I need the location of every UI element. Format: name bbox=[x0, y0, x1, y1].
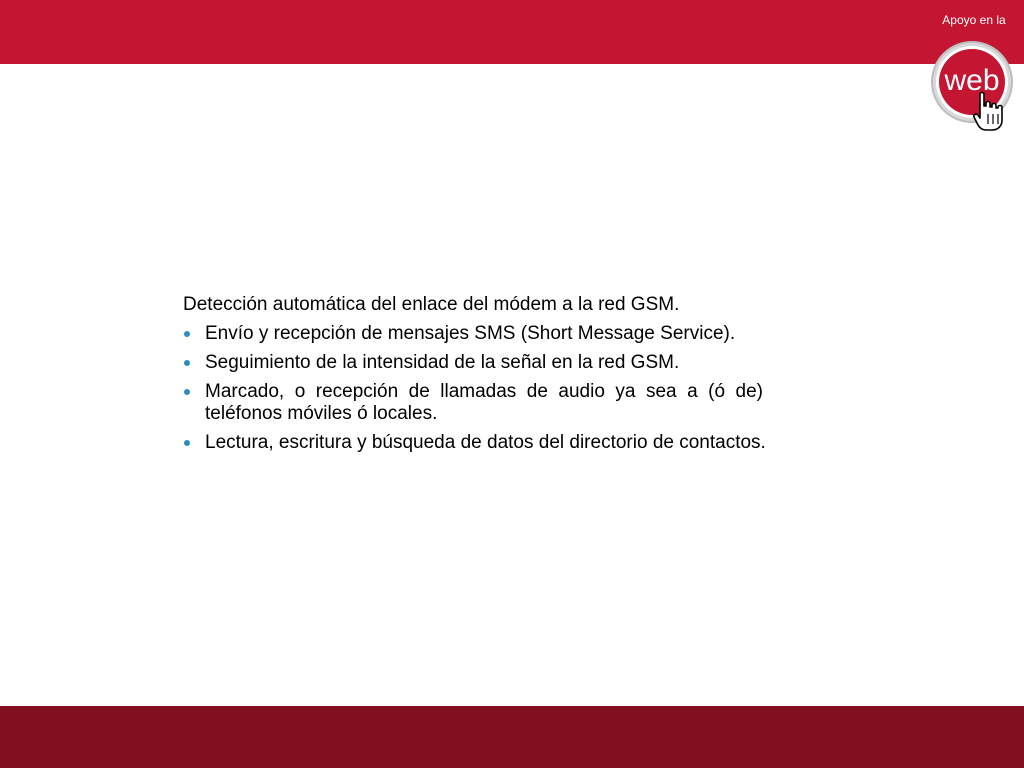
list-item-text: Seguimiento de la intensidad de la señal en la red GSM. bbox=[205, 352, 680, 373]
svg-text:web: web bbox=[944, 64, 1000, 97]
list-item bbox=[183, 352, 850, 374]
bullet-icon bbox=[184, 389, 190, 395]
list-item bbox=[183, 381, 763, 425]
bullet-icon bbox=[184, 440, 190, 446]
list-item-text: Marcado, o recepción de llamadas de audio ya sea a (ó de) teléfonos móviles ó locales. bbox=[205, 381, 763, 424]
list-item-text: Lectura, escritura y búsqueda de datos del directorio de contactos. bbox=[205, 432, 766, 453]
header-bar bbox=[0, 0, 1024, 64]
list-item bbox=[183, 323, 850, 345]
web-cursor-icon bbox=[928, 8, 1020, 138]
list-item-text: Envío y recepción de mensajes SMS (Short Message Service). bbox=[205, 323, 736, 344]
bullet-icon bbox=[184, 360, 190, 366]
footer-bar bbox=[0, 706, 1024, 768]
logo-caption: Apoyo en la bbox=[942, 13, 1006, 27]
list-item bbox=[183, 432, 850, 454]
bullet-icon bbox=[184, 331, 190, 337]
feature-list bbox=[183, 323, 850, 454]
apoyo-web-logo bbox=[928, 8, 1020, 138]
lead-paragraph: Detección automática del enlace del módem a la red GSM. bbox=[183, 294, 680, 315]
slide-body bbox=[183, 294, 850, 461]
